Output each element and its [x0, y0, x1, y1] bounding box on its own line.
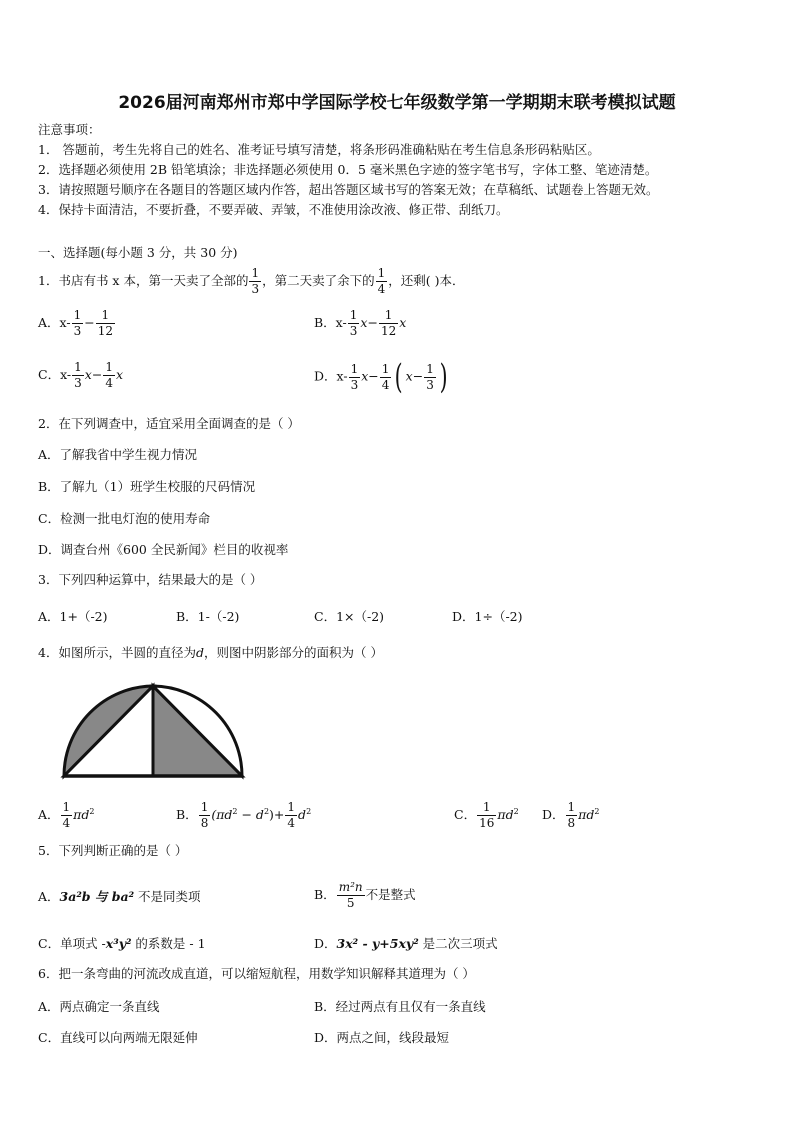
notice-item-1: 1． 答题前，考生先将自己的姓名、准考证号填写清楚，将条形码准确粘贴在考生信息条形码粘贴区。: [38, 142, 600, 157]
q1-fraction-2: $\frac{1}{4}$: [377, 266, 386, 296]
q6-option-d: D．两点之间，线段最短: [314, 1030, 450, 1045]
q1-option-b: B．x- $\frac{1}{3}$ x− $\frac{1}{12}$ x: [314, 308, 407, 338]
q2-option-b: B．了解九（1）班学生校服的尺码情况: [38, 479, 256, 494]
notice-item-2: 2．选择题必须使用 2B 铅笔填涂；非选择题必须使用 0．5 毫米黑色字迹的签字笔书写，字体工整、笔迹清楚。: [38, 162, 658, 177]
q6-option-a: A．两点确定一条直线: [38, 999, 160, 1014]
question-6: 6．把一条弯曲的河流改成直道，可以缩短航程，用数学知识解释其道理为（ ）: [38, 966, 475, 981]
q5-option-b: B． $\frac{\text{m²n}}{5}$ 不是整式: [314, 880, 416, 910]
question-4: 4．如图所示，半圆的直径为d，则图中阴影部分的面积为（ ）: [38, 645, 383, 660]
q1-stem-a: 1．书店有书 x 本，第一天卖了全部的: [38, 273, 249, 288]
q1-option-a: A．x- $\frac{1}{3}$ − $\frac{1}{12}$: [38, 308, 113, 338]
q2-option-c: C．检测一批电灯泡的使用寿命: [38, 511, 211, 526]
q6-option-c: C．直线可以向两端无限延伸: [38, 1030, 198, 1045]
q3-option-a: A．1+（-2): [38, 609, 108, 624]
q2-option-a: A．了解我省中学生视力情况: [38, 447, 198, 462]
page-title: 2026届河南郑州市郑中学国际学校七年级数学第一学期期末联考模拟试题: [118, 93, 676, 113]
q5-option-d: D．3x² - y+5xy² 是二次三项式: [314, 936, 498, 951]
q1-fraction-1: $\frac{1}{3}$: [251, 266, 260, 296]
notice-item-4: 4．保持卡面清洁，不要折叠，不要弄破、弄皱，不准使用涂改液、修正带、刮纸刀。: [38, 202, 509, 217]
notice-heading: 注意事项：: [38, 122, 101, 137]
q3-option-c: C．1×（-2): [314, 609, 385, 624]
q1-stem-b: ，第二天卖了余下的: [262, 273, 375, 288]
q3-option-d: D．1÷（-2): [452, 609, 523, 624]
q4-option-c: C． $\frac{1}{16}$ $\pi d^2$: [454, 800, 519, 830]
q5-option-a: A．3a²b 与 ba² 不是同类项: [38, 889, 201, 904]
question-5: 5．下列判断正确的是（ ）: [38, 843, 188, 858]
q4-option-d: D． $\frac{1}{8}$ $\pi d^2$: [542, 800, 600, 830]
question-2: 2．在下列调查中，适宜采用全面调查的是（ ）: [38, 416, 300, 431]
q1-option-d: D．x- $\frac{1}{3}$ x− $\frac{1}{4}$ ( x− $\frac{1}{3}$ ): [314, 357, 448, 397]
q2-option-d: D．调查台州《600 全民新闻》栏目的收视率: [38, 542, 289, 557]
question-3: 3．下列四种运算中，结果最大的是（ ）: [38, 572, 263, 587]
q4-option-b: B． $\frac{1}{8}$ $(\pi d^2 - d^2)+$ $\frac{1}{4}$ $d^2$: [176, 800, 312, 830]
q6-option-b: B．经过两点有且仅有一条直线: [314, 999, 486, 1014]
notice-item-3: 3．请按照题号顺序在各题目的答题区域内作答，超出答题区域书写的答案无效；在草稿纸、试题卷上答题无效。: [38, 182, 659, 197]
q5-option-c: C．单项式 -x³y² 的系数是 - 1: [38, 936, 206, 951]
q1-option-c: C．x- $\frac{1}{3}$ x− $\frac{1}{4}$ x: [38, 360, 124, 390]
q1-stem-c: ，还剩( )本．: [388, 273, 465, 288]
q3-option-b: B．1-（-2): [176, 609, 240, 624]
section-heading: 一、选择题(每小题 3 分，共 30 分): [38, 245, 238, 260]
semicircle-figure: [56, 680, 246, 780]
q4-option-a: A． $\frac{1}{4}$ $\pi d^2$: [38, 800, 95, 830]
question-1: [38, 266, 464, 297]
